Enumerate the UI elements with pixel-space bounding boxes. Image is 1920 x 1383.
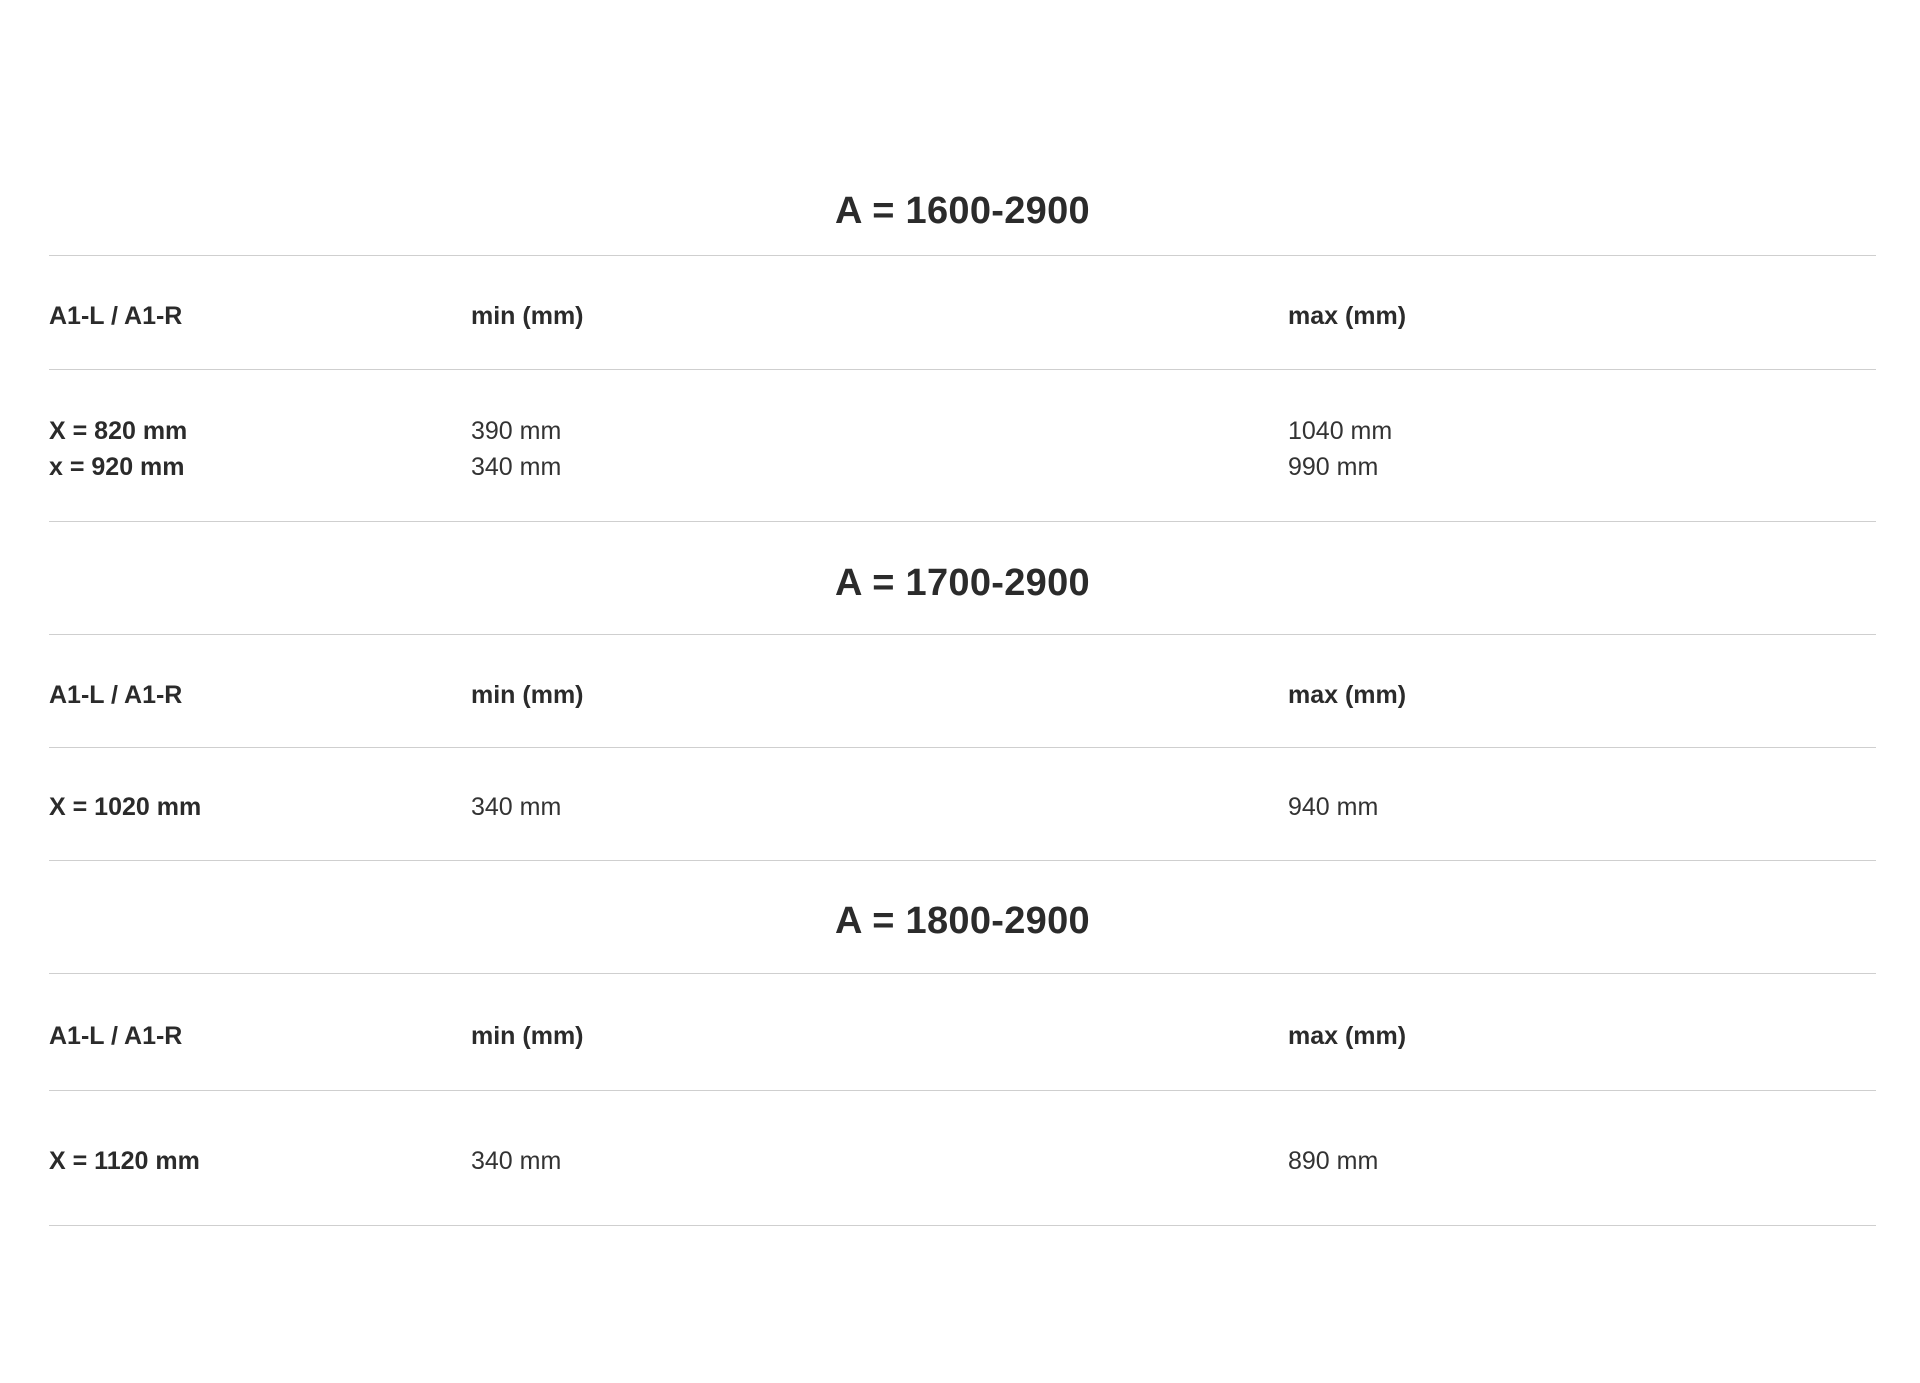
header-max: max (mm)	[1288, 1022, 1407, 1050]
max-value: 940 mm	[1288, 793, 1379, 821]
divider	[49, 973, 1876, 974]
row-label: X = 1120 mm	[49, 1147, 200, 1175]
max-value: 890 mm	[1288, 1147, 1379, 1175]
header-model: A1-L / A1-R	[49, 302, 183, 330]
divider	[49, 860, 1876, 861]
header-model: A1-L / A1-R	[49, 1022, 183, 1050]
divider	[49, 1225, 1876, 1226]
header-min: min (mm)	[471, 302, 584, 330]
header-model: A1-L / A1-R	[49, 681, 183, 709]
divider	[49, 255, 1876, 256]
max-value-line: 1040 mm	[1288, 417, 1393, 445]
divider	[49, 747, 1876, 748]
row-label-line: x = 920 mm	[49, 453, 185, 481]
divider	[49, 521, 1876, 522]
max-value-line: 990 mm	[1288, 453, 1379, 481]
max-value	[1288, 413, 1392, 485]
header-max: max (mm)	[1288, 681, 1407, 709]
divider	[49, 634, 1876, 635]
divider	[49, 1090, 1876, 1091]
min-value-line: 390 mm	[471, 417, 562, 445]
header-min: min (mm)	[471, 681, 584, 709]
row-label	[49, 413, 187, 485]
divider	[49, 369, 1876, 370]
min-value: 340 mm	[471, 1147, 562, 1175]
header-min: min (mm)	[471, 1022, 584, 1050]
row-label-line: X = 820 mm	[49, 417, 188, 445]
section-title: A = 1600-2900	[835, 190, 1090, 232]
section-title: A = 1700-2900	[835, 562, 1090, 604]
min-value	[471, 413, 561, 485]
min-value: 340 mm	[471, 793, 562, 821]
header-max: max (mm)	[1288, 302, 1407, 330]
min-value-line: 340 mm	[471, 453, 562, 481]
row-label: X = 1020 mm	[49, 793, 202, 821]
section-title: A = 1800-2900	[835, 900, 1090, 942]
